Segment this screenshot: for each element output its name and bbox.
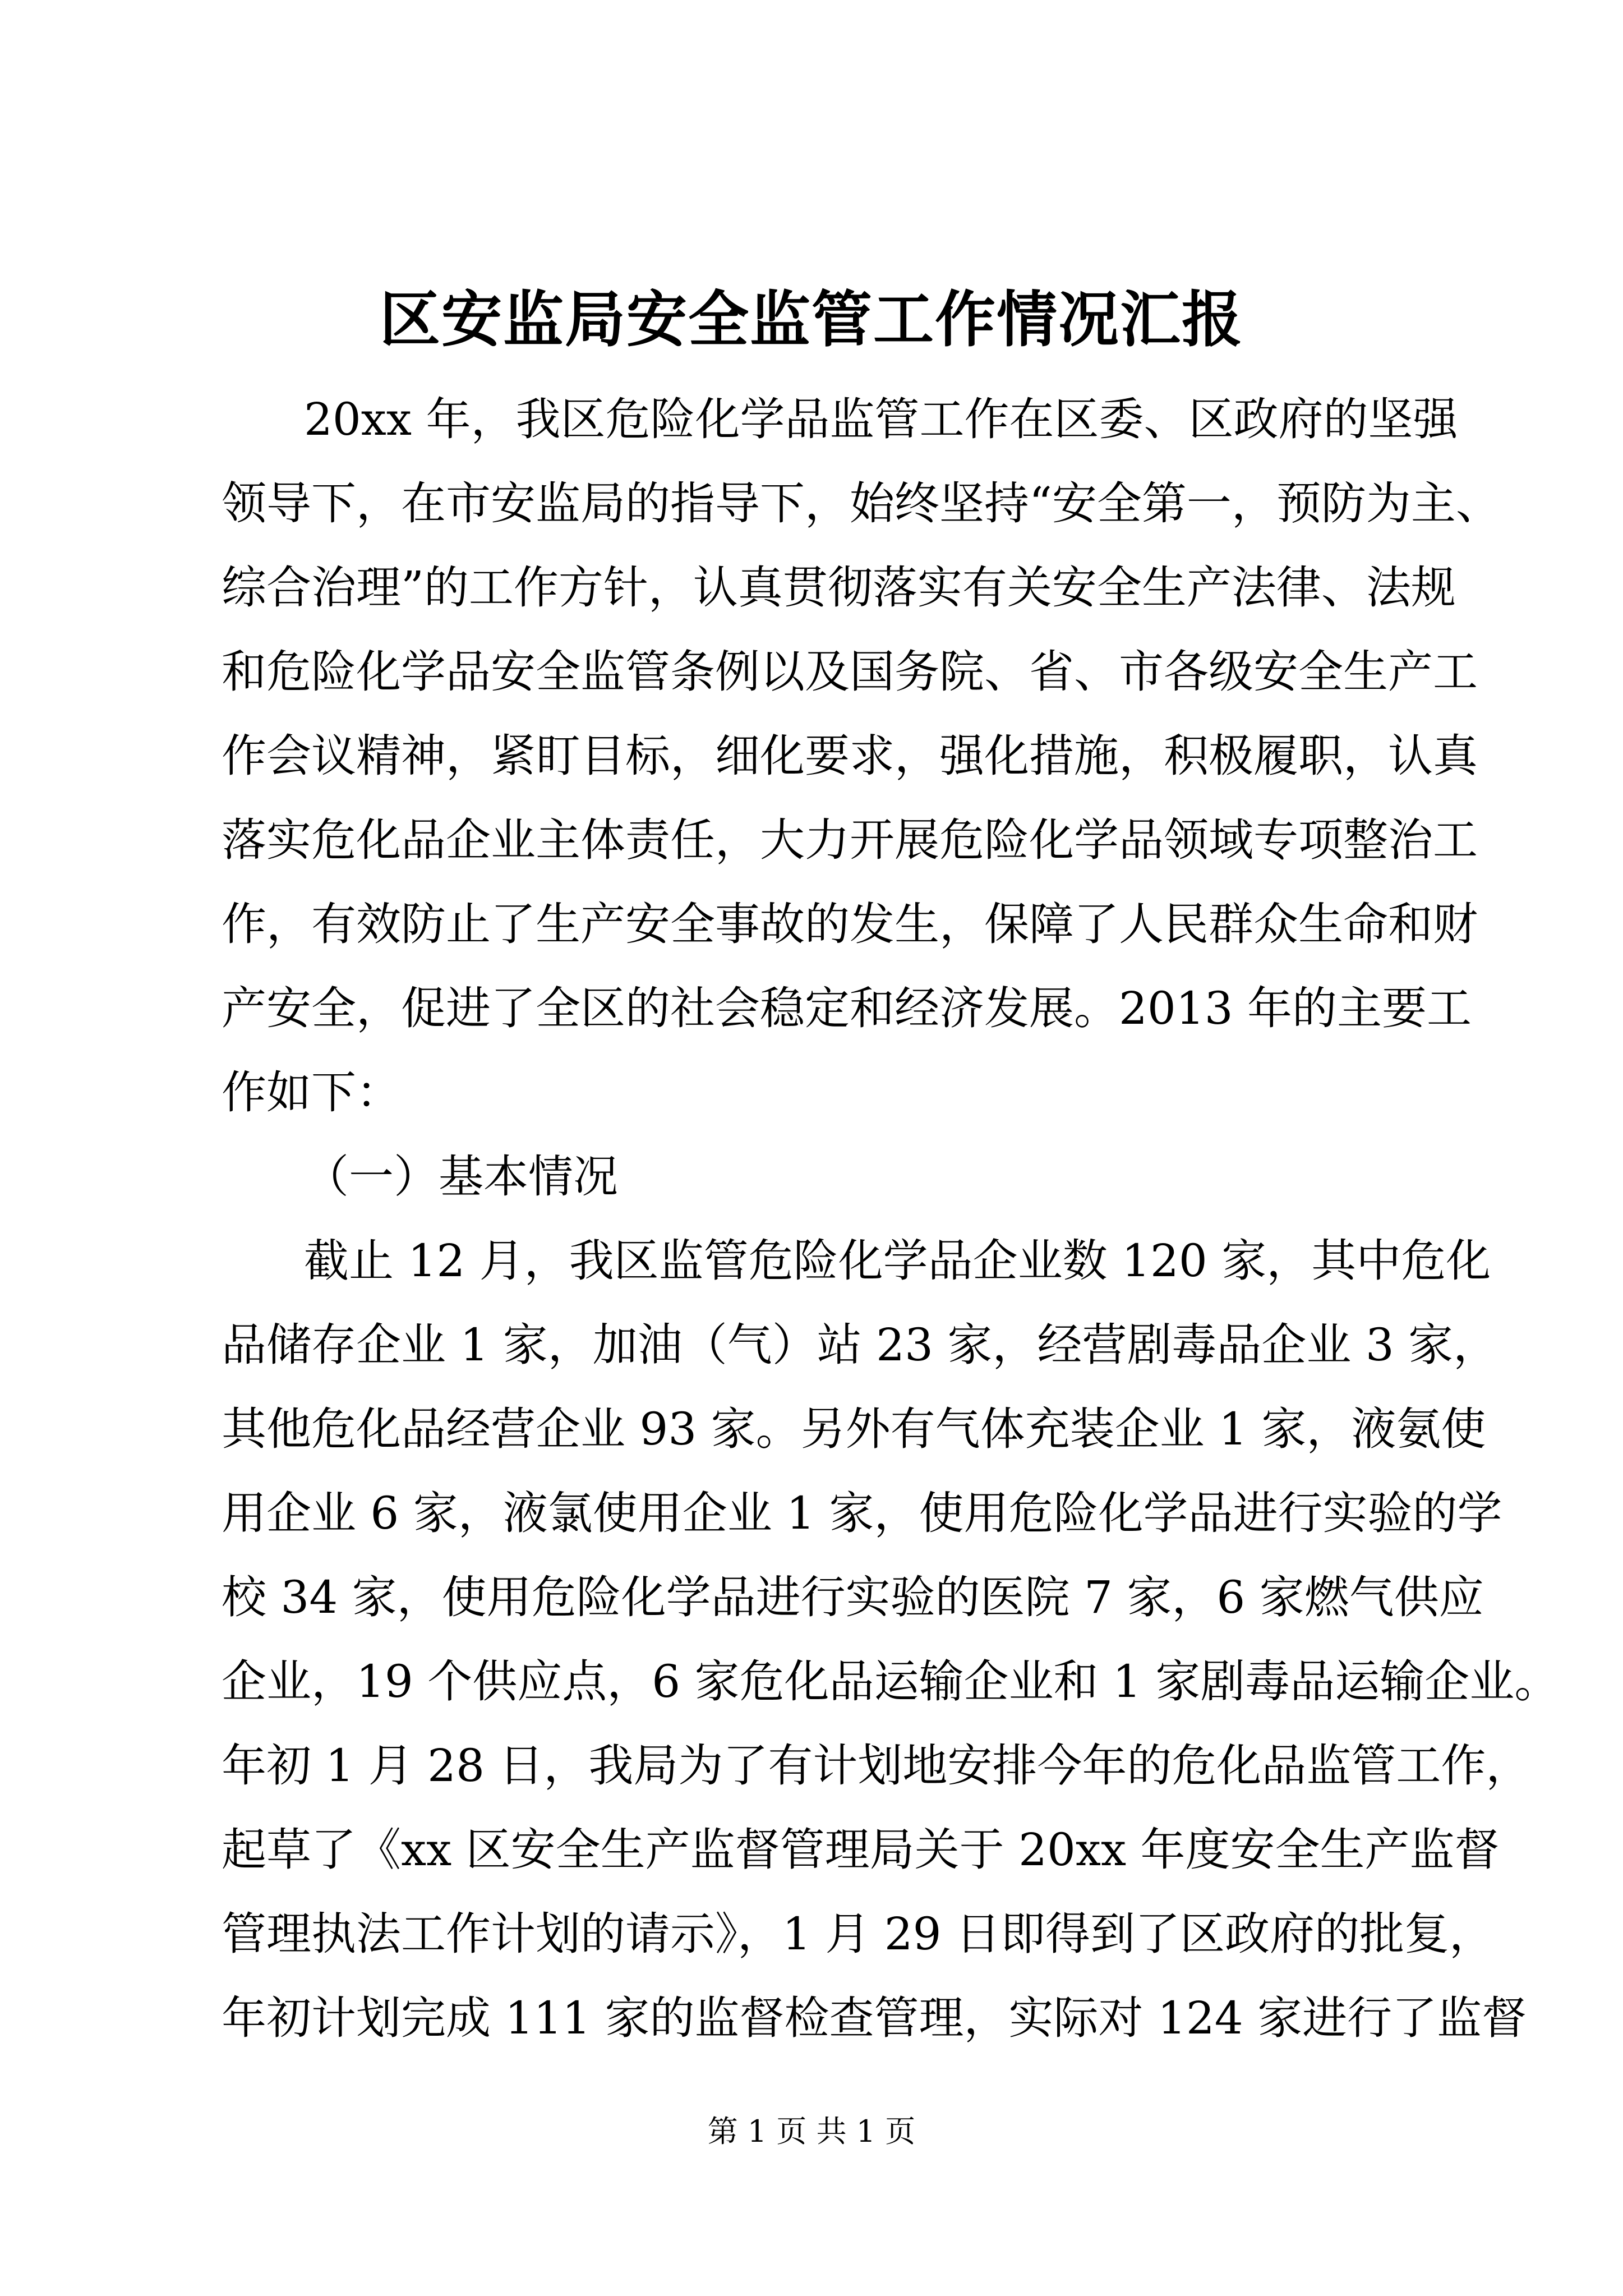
paragraph-1-line-4: 和危险化学品安全监管条例以及国务院、省、市各级安全生产工 xyxy=(222,646,1478,698)
paragraph-2-line-6: 企业，19 个供应点，6 家危化品运输企业和 1 家剧毒品运输企业。 xyxy=(222,1655,1560,1708)
paragraph-2-line-10: 年初计划完成 111 家的监督检查管理，实际对 124 家进行了监督 xyxy=(222,1992,1527,2044)
document-title: 区安监局安全监管工作情况汇报 xyxy=(379,284,1243,355)
paragraph-2-line-7: 年初 1 月 28 日，我局为了有计划地安排今年的危化品监管工作， xyxy=(222,1740,1531,1792)
paragraph-1-line-3: 综合治理”的工作方针，认真贯彻落实有关安全生产法律、法规 xyxy=(222,562,1456,614)
paragraph-2-line-2: 品储存企业 1 家，加油（气）站 23 家，经营剧毒品企业 3 家， xyxy=(222,1319,1498,1371)
paragraph-2-line-9: 管理执法工作计划的请示》，1 月 29 日即得到了区政府的批复， xyxy=(222,1908,1494,1960)
paragraph-1-line-2: 领导下，在市安监局的指导下，始终坚持“安全第一，预防为主、 xyxy=(222,477,1501,530)
paragraph-2-line-5: 校 34 家，使用危险化学品进行实验的医院 7 家，6 家燃气供应 xyxy=(222,1571,1484,1623)
paragraph-2-line-3: 其他危化品经营企业 93 家。另外有气体充装企业 1 家，液氨使 xyxy=(222,1403,1486,1455)
paragraph-1-line-9: 作如下： xyxy=(222,1066,401,1119)
paragraph-1-line-6: 落实危化品企业主体责任，大力开展危险化学品领域专项整治工 xyxy=(222,814,1478,866)
section-heading: （一）基本情况 xyxy=(304,1151,618,1203)
paragraph-1-line-1: 20xx 年，我区危险化学品监管工作在区委、区政府的坚强 xyxy=(304,393,1458,445)
paragraph-2-line-8: 起草了《xx 区安全生产监督管理局关于 20xx 年度安全生产监督 xyxy=(222,1824,1500,1876)
paragraph-1-line-8: 产安全，促进了全区的社会稳定和经济发展。2013 年的主要工 xyxy=(222,982,1472,1034)
page-footer: 第 1 页 共 1 页 xyxy=(707,2114,916,2149)
paragraph-2-line-4: 用企业 6 家，液氯使用企业 1 家，使用危险化学品进行实验的学 xyxy=(222,1487,1502,1539)
paragraph-1-line-7: 作，有效防止了生产安全事故的发生，保障了人民群众生命和财 xyxy=(222,898,1478,950)
paragraph-1-line-5: 作会议精神，紧盯目标，细化要求，强化措施，积极履职，认真 xyxy=(222,730,1478,782)
paragraph-2-line-1: 截止 12 月，我区监管危险化学品企业数 120 家，其中危化 xyxy=(304,1235,1491,1287)
